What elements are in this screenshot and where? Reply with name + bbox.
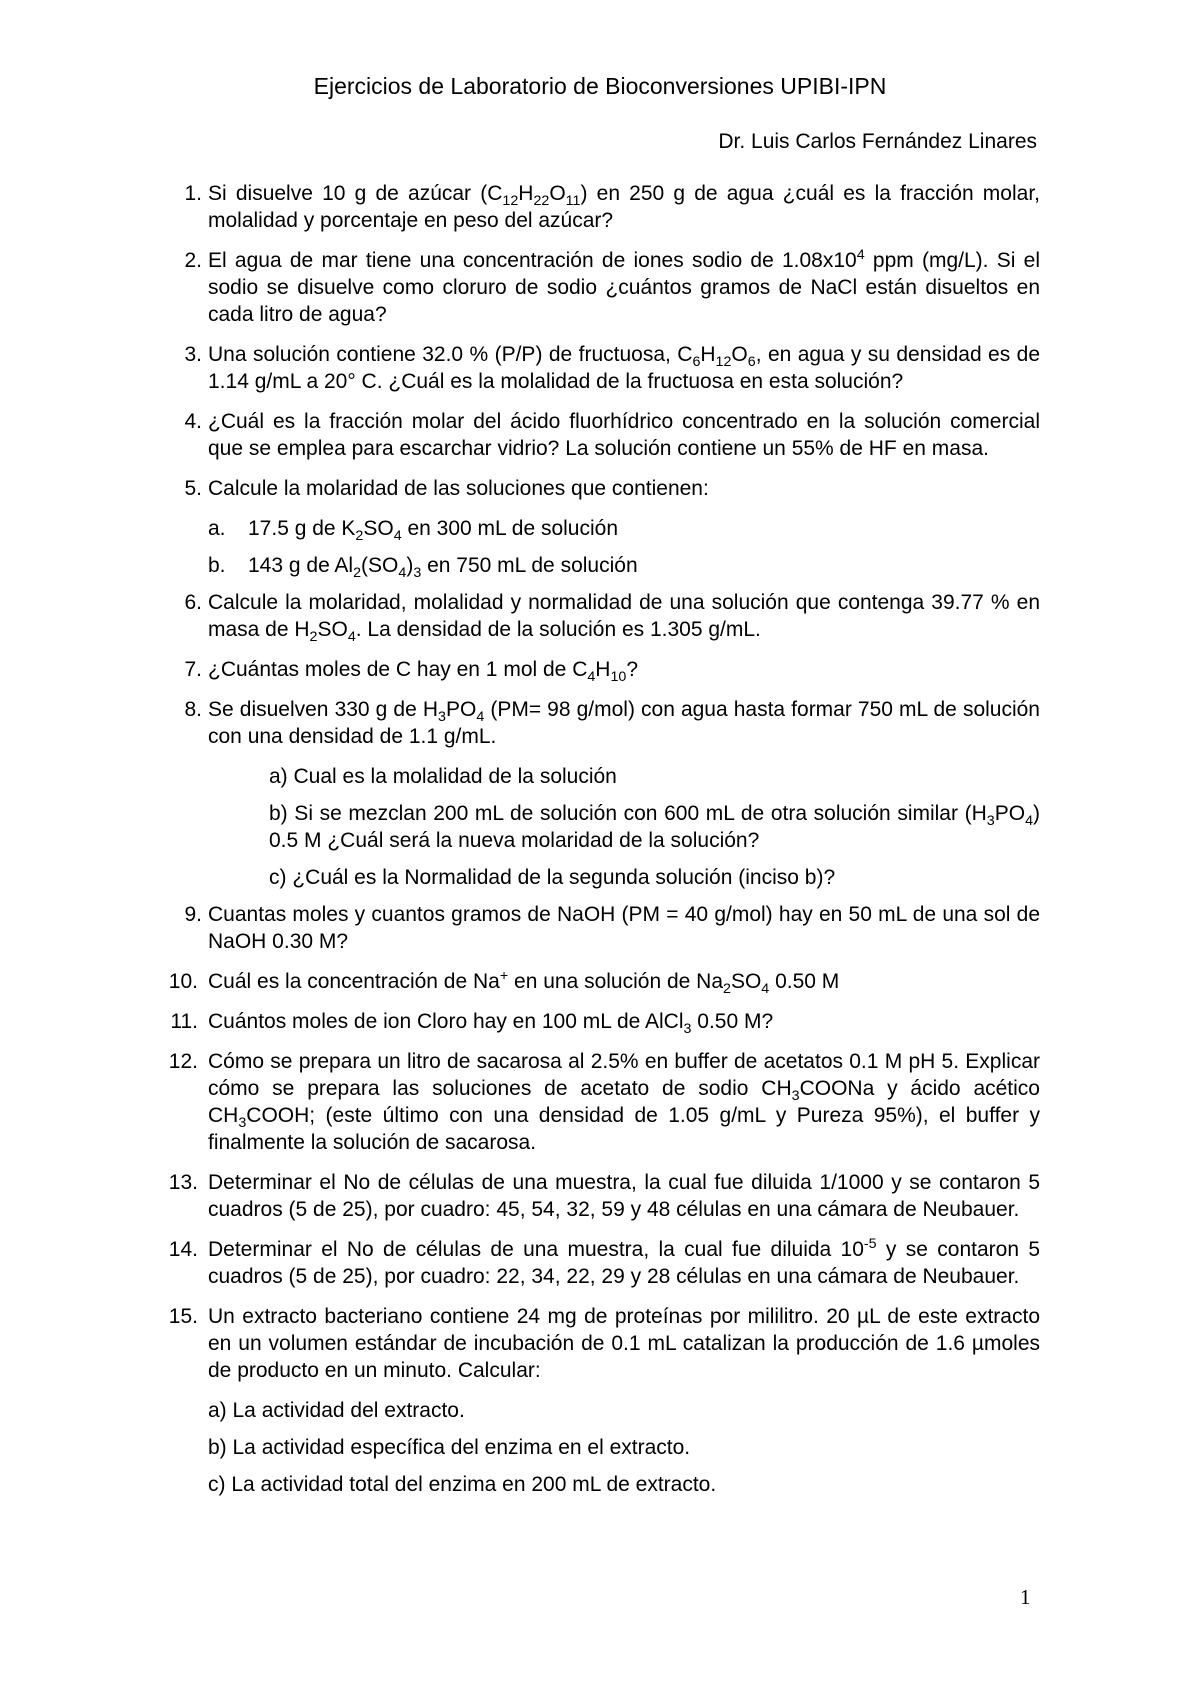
subscript: 3 <box>438 709 446 726</box>
text-run: Una solución contiene 32.0 % (P/P) de fructuosa, C <box>208 343 693 366</box>
item-text <box>269 866 835 889</box>
item-text <box>208 1473 716 1496</box>
subscript: 12 <box>502 193 519 210</box>
question-number: 15. <box>168 1305 198 1328</box>
text-run: H <box>518 182 534 205</box>
question-number: 4. <box>184 410 202 433</box>
text-run: H <box>595 658 611 681</box>
question-number: 10. <box>168 970 198 993</box>
text-run: ? <box>626 658 639 681</box>
question-15 <box>168 1303 1040 1384</box>
question-text <box>208 658 639 686</box>
text-run: SO <box>363 517 394 540</box>
text-run: ppm (mg/L). Si el sodio se disuelve como cloruro de sodio ¿cuántos gramos de NaCl están disueltos en cada litro de agua? <box>208 249 1040 326</box>
text-run: El agua de mar tiene una concentración de iones sodio de 1.08x10 <box>208 249 857 272</box>
question-5-item-b <box>172 552 1040 582</box>
text-run: y se contaron 5 cuadros (5 de 25), por cuadro: 22, 34, 22, 29 y 28 células en una cámara de Neubauer. <box>208 1238 1040 1288</box>
page-number: 1 <box>1020 1585 1031 1609</box>
text-run: Cuántos moles de ion Cloro hay en 100 mL de AlCl <box>208 1010 684 1033</box>
subscript: 2 <box>355 528 364 545</box>
text-run: PO <box>994 802 1026 825</box>
question-text <box>208 698 1040 748</box>
question-text <box>208 1238 1040 1288</box>
text-run: COONa y ácido acético CH <box>208 1077 1040 1127</box>
question-number: 9. <box>184 903 202 926</box>
question-number: 2. <box>184 249 202 272</box>
question-text <box>208 182 1040 232</box>
subscript: 11 <box>565 193 581 210</box>
text-run: SO <box>317 618 348 641</box>
text-run: Calcule la molaridad de las soluciones que contienen: <box>208 477 709 500</box>
question-10 <box>168 968 1040 998</box>
subscript: 3 <box>791 1088 800 1105</box>
question-2 <box>172 247 1040 328</box>
subscript: 4 <box>476 709 485 726</box>
text-run: ) 0.5 M ¿Cuál será la nueva molaridad de la solución? <box>269 802 1040 852</box>
item-text <box>208 1436 690 1459</box>
text-run: ) <box>406 554 414 577</box>
question-number: 3. <box>184 343 202 366</box>
text-run: Determinar el No de células de una muestra, la cual fue diluida 10 <box>208 1238 864 1261</box>
text-run: 17.5 g de K <box>248 517 356 540</box>
text-run: O <box>549 182 566 205</box>
text-run: en 300 mL de solución <box>401 517 619 540</box>
text-run: SO <box>730 970 762 993</box>
text-run: COOH; (este último con una densidad de 1.05 g/mL y Pureza 95%), el buffer y finalmente la solución de sacarosa. <box>208 1104 1040 1154</box>
subscript: 2 <box>723 981 731 998</box>
question-number: 11. <box>170 1010 198 1033</box>
question-5-item-a <box>172 515 1040 545</box>
item-label: b. <box>208 554 226 577</box>
subscript: 2 <box>309 629 318 646</box>
text-run: c) ¿Cuál es la Normalidad de la segunda solución (inciso b)? <box>269 866 836 889</box>
text-run: Un extracto bacteriano contiene 24 mg de proteínas por mililitro. 20 µL de este extracto en un volumen estándar de incubación de 0.1 mL catalizan la producción de 1.6 µmoles de producto en un minuto. Calcular: <box>208 1305 1040 1382</box>
text-run: ) en 250 g de agua ¿cuál es la fracción molar, molalidad y porcentaje en peso del azúcar? <box>208 182 1040 232</box>
question-text <box>208 477 709 500</box>
question-14 <box>168 1236 1040 1290</box>
question-15-item-a <box>172 1397 1040 1424</box>
superscript: 4 <box>856 247 865 263</box>
question-6 <box>172 589 1040 646</box>
text-run: . La densidad de la solución es 1.305 g/mL. <box>355 618 761 641</box>
question-number: 1. <box>184 182 202 205</box>
item-label: a. <box>208 517 226 540</box>
item-text <box>269 802 1040 852</box>
text-run: en 750 mL de solución <box>421 554 638 577</box>
text-run: (SO <box>361 554 399 577</box>
text-run: Calcule la molaridad, molalidad y normalidad de una solución que contenga 39.77 % en masa de H <box>208 591 1040 641</box>
text-run: , en agua y su densidad es de 1.14 g/mL a 20° C. ¿Cuál es la molalidad de la fructuosa en esta solución? <box>208 343 1040 393</box>
subscript: 10 <box>610 669 627 686</box>
subscript: 3 <box>683 1021 692 1038</box>
question-8-item-c <box>172 864 1040 891</box>
question-number: 5. <box>184 477 202 500</box>
subscript: 6 <box>747 354 756 371</box>
question-1 <box>172 180 1040 234</box>
text-run: c) La actividad total del enzima en 200 mL de extracto. <box>208 1473 717 1496</box>
question-text <box>208 1010 774 1038</box>
text-run: H <box>700 343 716 366</box>
question-number: 8. <box>184 698 202 721</box>
question-list <box>168 180 1040 1508</box>
question-text <box>208 1171 1040 1221</box>
question-text <box>208 1050 1040 1154</box>
text-run: Cuál es la concentración de Na <box>208 970 500 993</box>
question-number: 14. <box>168 1238 198 1261</box>
text-run: b) Si se mezclan 200 mL de solución con 600 mL de otra solución similar (H <box>269 802 987 825</box>
question-5 <box>172 475 1040 502</box>
item-text <box>248 517 619 545</box>
question-text <box>208 903 1040 953</box>
subscript: 6 <box>692 354 701 371</box>
subscript: 2 <box>353 565 362 582</box>
text-run: ¿Cuál es la fracción molar del ácido fluorhídrico concentrado en la solución comercial que se emplea para escarchar vidrio? La solución contiene un 55% de HF en masa. <box>208 410 1040 460</box>
question-8 <box>172 696 1040 750</box>
question-15-item-c <box>172 1471 1040 1498</box>
subscript: 12 <box>715 354 732 371</box>
text-run: O <box>731 343 748 366</box>
question-text <box>208 410 1040 460</box>
question-number: 12. <box>168 1050 198 1073</box>
question-8-item-b <box>172 800 1040 854</box>
subscript: 4 <box>398 565 407 582</box>
item-text <box>269 765 617 788</box>
question-number: 6. <box>184 591 202 614</box>
text-run: 0.50 M? <box>691 1010 774 1033</box>
question-8-item-a <box>172 763 1040 790</box>
subscript: 4 <box>393 528 402 545</box>
question-4 <box>172 408 1040 462</box>
text-run: a) La actividad del extracto. <box>208 1399 465 1422</box>
subscript: 4 <box>761 981 770 998</box>
text-run: Si disuelve 10 g de azúcar (C <box>208 182 503 205</box>
text-run: Determinar el No de células de una muestra, la cual fue diluida 1/1000 y se contaron 5 cuadros (5 de 25), por cuadro: 45, 54, 32, 59 y 48 células en una cámara de Neubauer. <box>208 1171 1040 1221</box>
question-3 <box>172 341 1040 395</box>
question-7 <box>172 656 1040 686</box>
question-15-item-b <box>172 1434 1040 1461</box>
subscript: 4 <box>1025 813 1033 830</box>
question-12 <box>168 1048 1040 1156</box>
subscript: 22 <box>533 193 550 210</box>
text-run: a) Cual es la molalidad de la solución <box>269 765 617 788</box>
question-13 <box>168 1169 1040 1223</box>
subscript: 4 <box>587 669 596 686</box>
superscript: + <box>499 968 509 984</box>
text-run: Cuantas moles y cuantos gramos de NaOH (PM = 40 g/mol) hay en 50 mL de una sol de NaOH 0.30 M? <box>208 903 1040 953</box>
text-run: 0.50 M <box>769 970 840 993</box>
text-run: 143 g de Al <box>248 554 354 577</box>
question-text <box>208 968 840 998</box>
item-text <box>208 1399 465 1422</box>
question-number: 13. <box>168 1171 198 1194</box>
question-text <box>208 343 1040 393</box>
text-run: (PM= 98 g/mol) con agua hasta formar 750 mL de solución con una densidad de 1.1 g/mL. <box>208 698 1040 748</box>
item-text <box>248 554 638 582</box>
subscript: 3 <box>238 1115 247 1132</box>
question-text <box>208 591 1040 646</box>
question-9 <box>172 901 1040 955</box>
document-title: Ejercicios de Laboratorio de Bioconversiones UPIBI-IPN <box>313 73 887 99</box>
subscript: 4 <box>347 629 356 646</box>
text-run: en una solución de Na <box>508 970 724 993</box>
text-run: Se disuelven 330 g de H <box>208 698 439 721</box>
author-line: Dr. Luis Carlos Fernández Linares <box>718 130 1037 153</box>
question-number: 7. <box>184 658 202 681</box>
question-11 <box>170 1008 1040 1038</box>
subscript: 3 <box>986 813 995 830</box>
subscript: 3 <box>413 565 422 582</box>
question-text <box>208 249 1040 326</box>
superscript: -5 <box>863 1236 877 1252</box>
text-run: b) La actividad específica del enzima en el extracto. <box>208 1436 691 1459</box>
text-run: ¿Cuántas moles de C hay en 1 mol de C <box>208 658 588 681</box>
text-run: PO <box>445 698 477 721</box>
question-text <box>208 1305 1040 1382</box>
text-run: Cómo se prepara un litro de sacarosa al 2.5% en buffer de acetatos 0.1 M pH 5. Explicar cómo se prepara las soluciones de acetato de sodio CH <box>208 1050 1040 1100</box>
